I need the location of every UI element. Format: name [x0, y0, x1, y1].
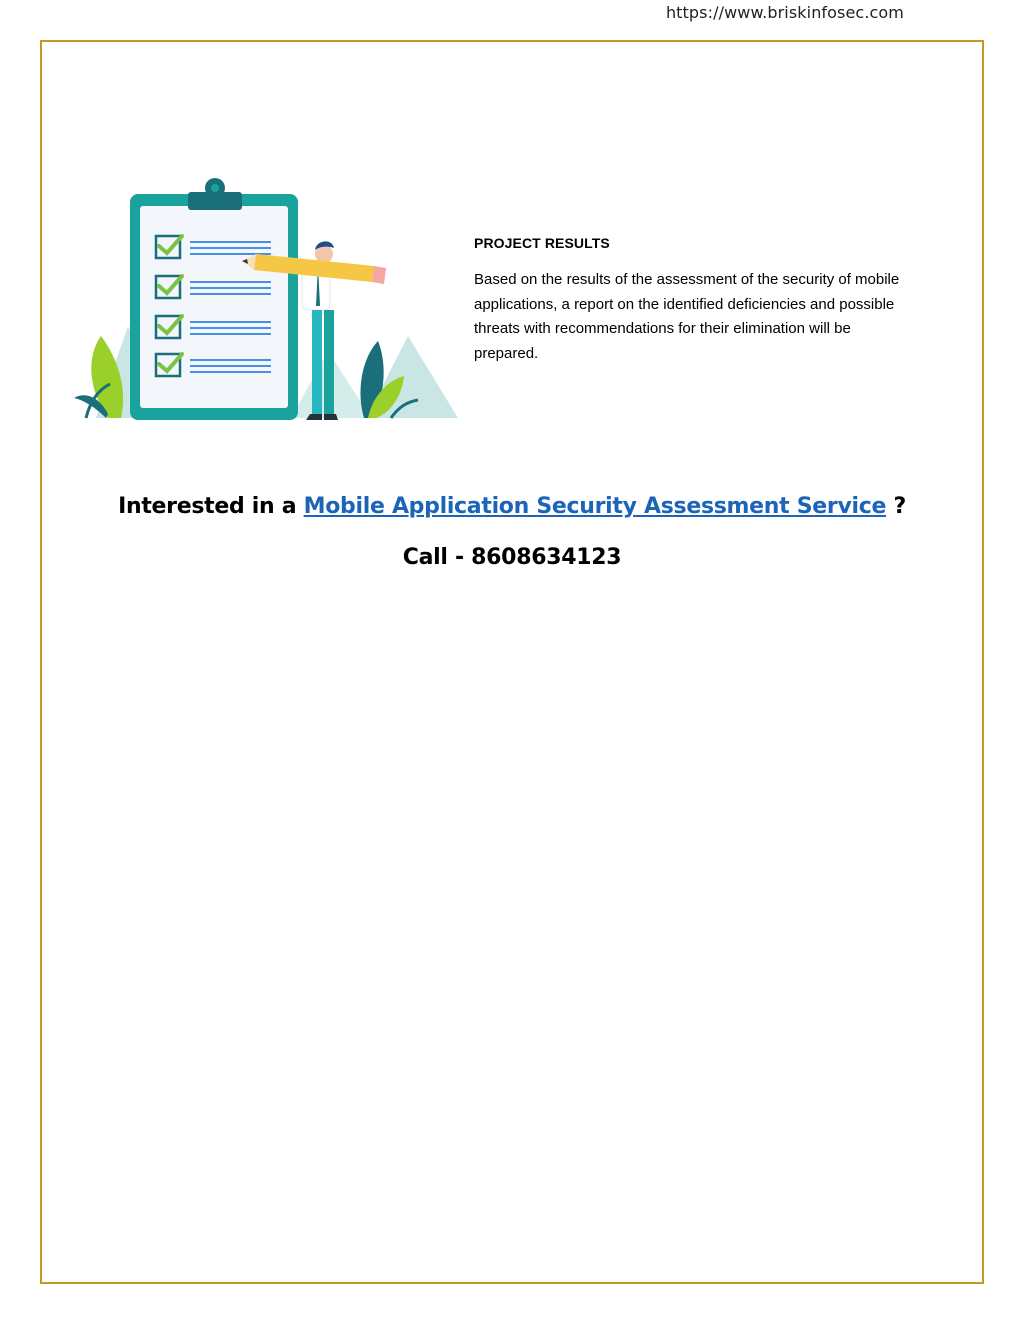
cta-line	[0, 494, 1024, 519]
phone-number[interactable]: 8608634123	[471, 545, 622, 570]
project-results-section	[474, 235, 914, 366]
cta-suffix: ?	[886, 494, 906, 519]
project-results-body: Based on the results of the assessment of the security of mobile applications, a report on the identified deficiencies and possible threats with recommendations for their elimination will be prepared.	[474, 271, 900, 362]
call-label: Call -	[402, 545, 472, 570]
project-results-heading: PROJECT RESULTS	[474, 235, 610, 251]
mobile-app-security-service-link[interactable]: Mobile Application Security Assessment Service	[303, 494, 887, 519]
clipboard-checklist-illustration-icon	[66, 176, 459, 420]
call-line	[0, 545, 1024, 570]
cta-prefix: Interested in a	[118, 494, 304, 519]
header-url[interactable]: https://www.briskinfosec.com	[665, 3, 904, 22]
